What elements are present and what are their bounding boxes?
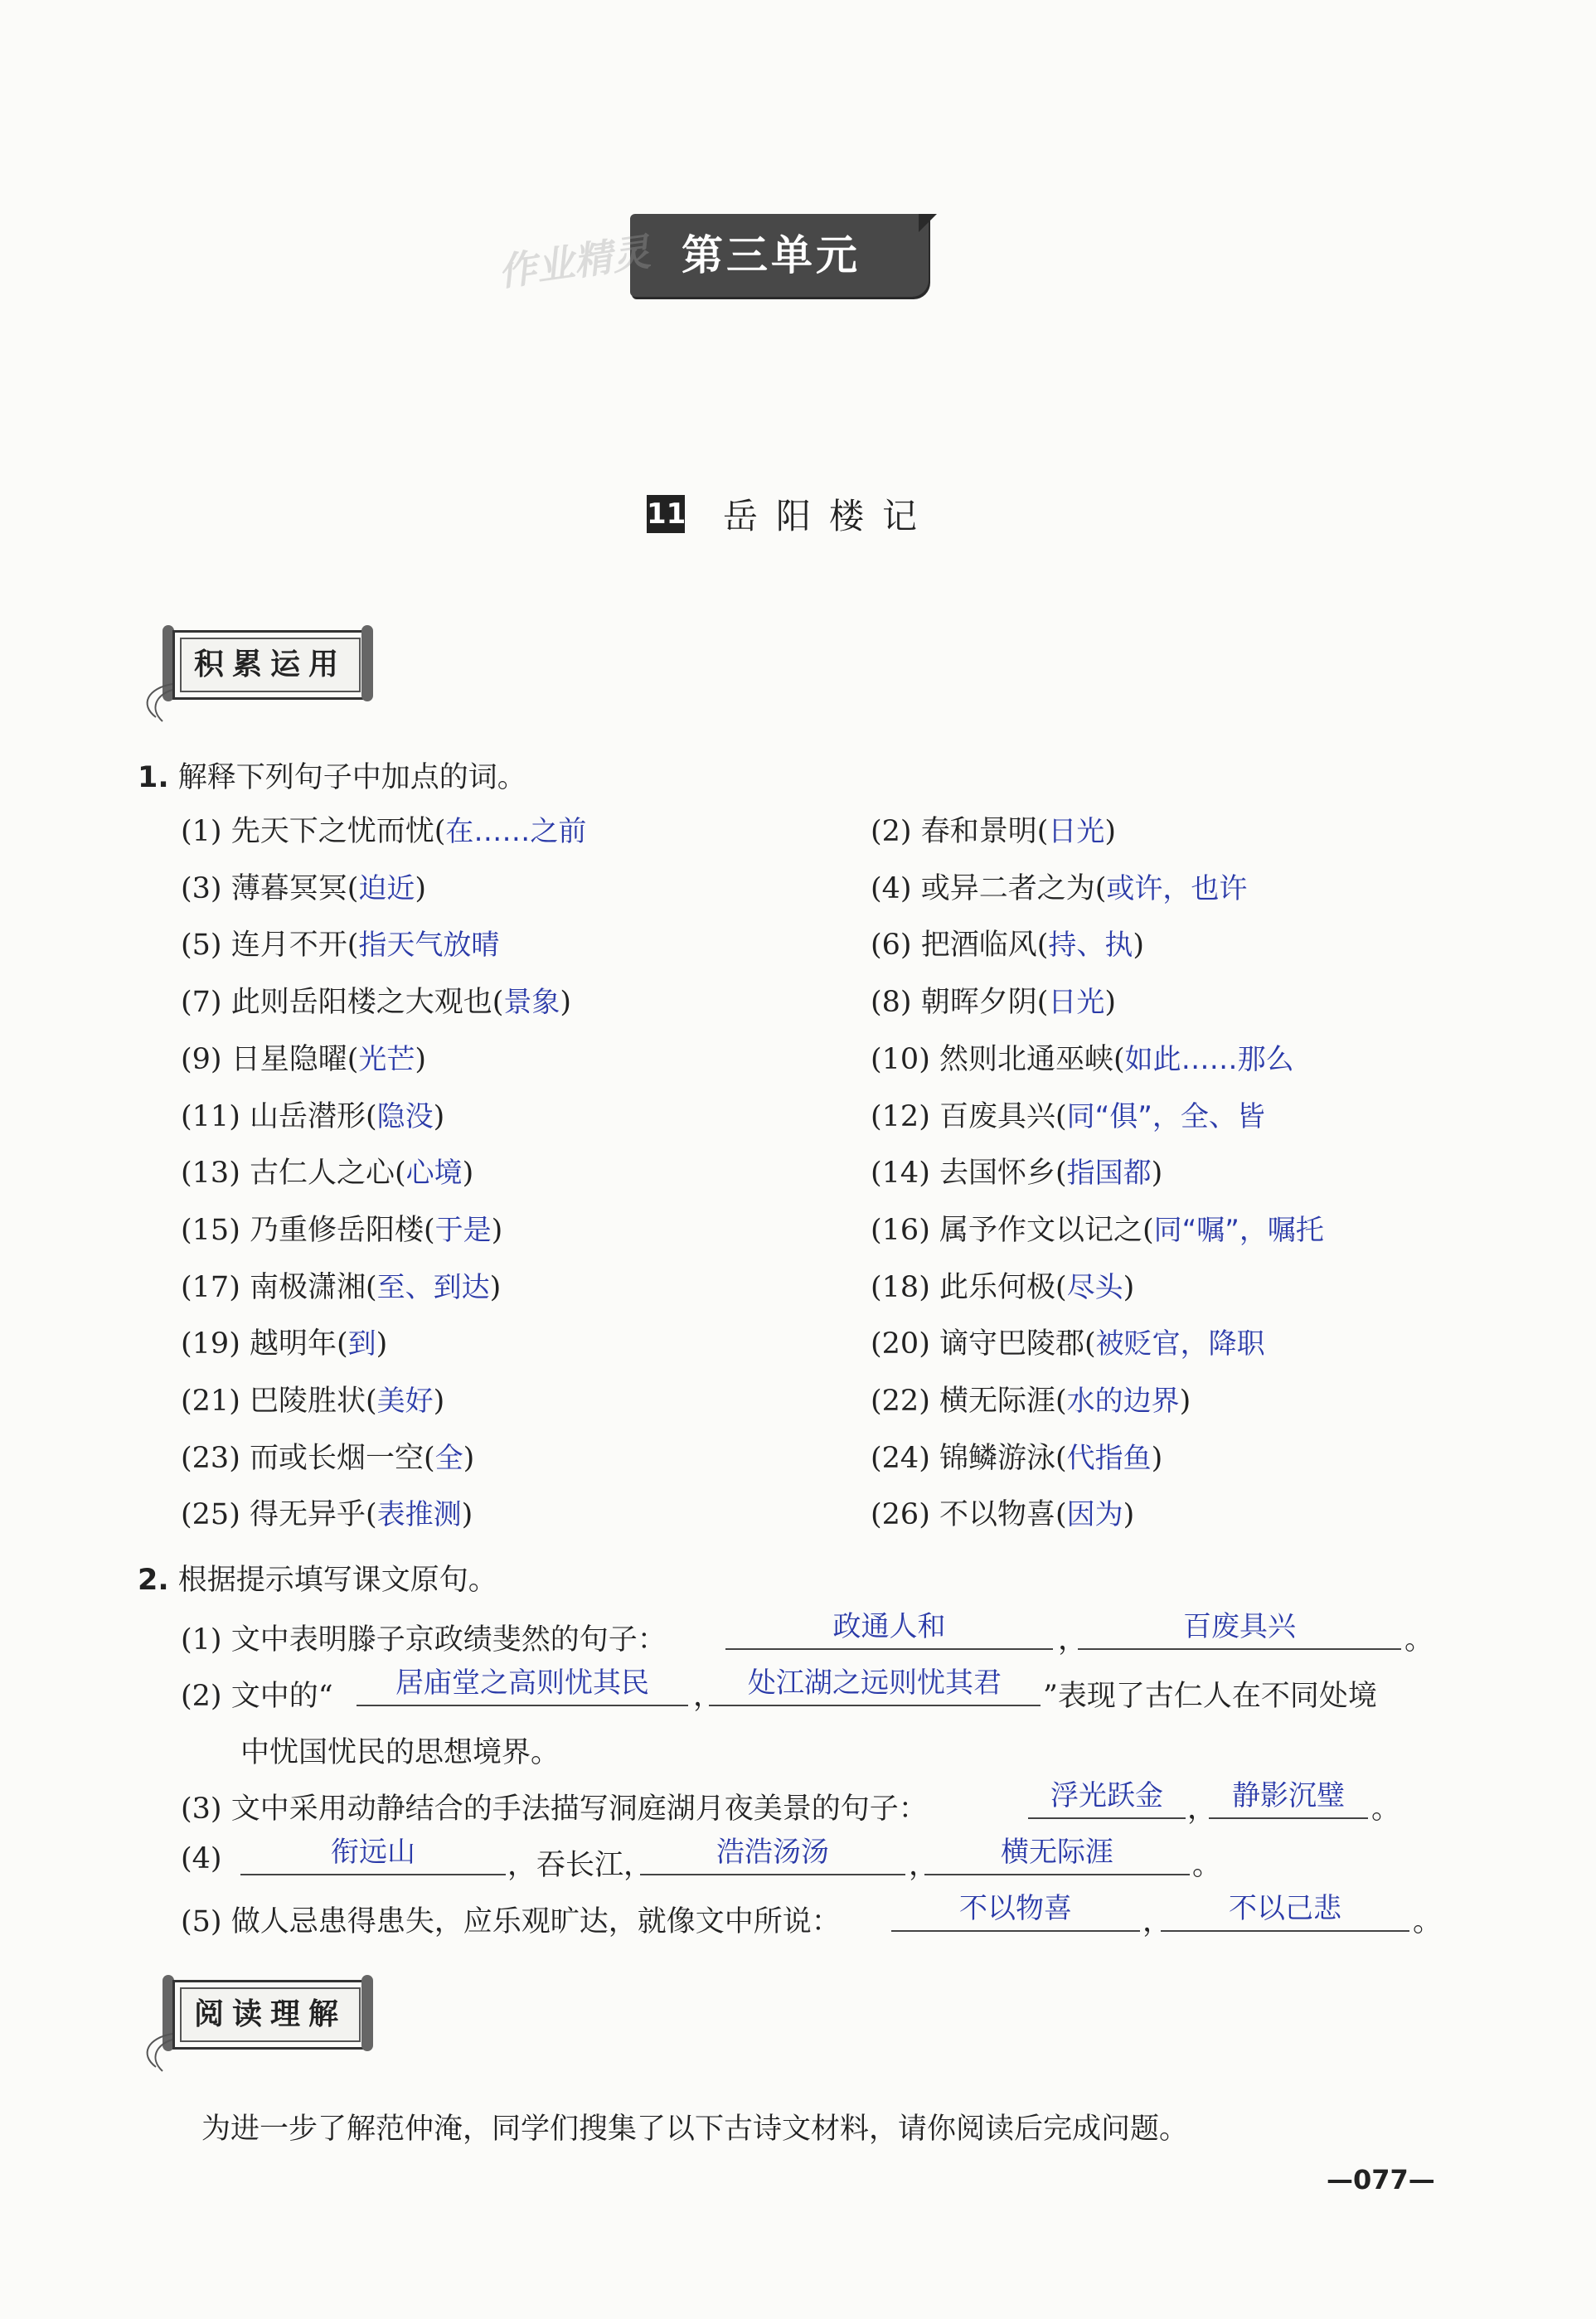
answer-blank[interactable]: 不以物喜 bbox=[891, 1892, 1140, 1932]
definition-item bbox=[871, 1267, 1134, 1308]
item-close: ) bbox=[491, 1213, 503, 1247]
item-close: ) bbox=[1133, 929, 1145, 963]
item-close: ) bbox=[1179, 1385, 1191, 1418]
item-sentence: 薄暮冥冥( bbox=[230, 871, 359, 905]
item-number: (16) bbox=[871, 1213, 930, 1247]
item-number: (13) bbox=[181, 1157, 240, 1191]
item-number: (4) bbox=[871, 871, 912, 905]
question-prompt: 根据提示填写课文原句。 bbox=[177, 1564, 497, 1597]
item-answer[interactable]: 因为 bbox=[1066, 1498, 1123, 1532]
unit-title: 第三单元 bbox=[682, 231, 861, 279]
reading-intro: 为进一步了解范仲淹，同学们搜集了以下古诗文材料，请你阅读后完成问题。 bbox=[201, 2113, 1189, 2146]
item-number: (10) bbox=[871, 1042, 930, 1076]
item-answer[interactable]: 到 bbox=[347, 1327, 376, 1361]
item-number: (2) bbox=[181, 1680, 222, 1713]
item-number: (23) bbox=[181, 1441, 240, 1475]
definition-item bbox=[181, 1267, 501, 1308]
item-number: (7) bbox=[181, 986, 222, 1020]
item-text: 中忧国忧民的思想境界。 bbox=[240, 1736, 560, 1769]
item-close: ) bbox=[1104, 986, 1117, 1020]
lesson-name: 岳阳楼记 bbox=[723, 496, 936, 536]
definition-item bbox=[181, 1494, 473, 1535]
item-number: (17) bbox=[181, 1270, 240, 1304]
question-2 bbox=[138, 1557, 497, 1599]
item-number: (2) bbox=[871, 815, 912, 848]
item-answer[interactable]: 心境 bbox=[405, 1157, 463, 1191]
item-number: (1) bbox=[181, 815, 222, 848]
item-sentence: 不以物喜( bbox=[939, 1498, 1067, 1532]
fill-item-4: (4) bbox=[181, 1842, 222, 1875]
item-number: (24) bbox=[871, 1441, 930, 1475]
punctuation: ， bbox=[693, 1680, 723, 1713]
item-sentence: 然则北通巫峡( bbox=[939, 1042, 1125, 1076]
answer-blank[interactable]: 衔远山 bbox=[240, 1836, 506, 1875]
definition-item bbox=[871, 1210, 1324, 1251]
item-sentence: 连月不开( bbox=[230, 929, 359, 963]
item-number: (12) bbox=[871, 1099, 930, 1133]
item-answer[interactable]: 表推测 bbox=[376, 1498, 462, 1532]
definition-item bbox=[181, 1380, 444, 1422]
item-answer[interactable]: 被贬官，降职 bbox=[1095, 1327, 1265, 1361]
definition-item bbox=[181, 1210, 502, 1251]
item-answer[interactable]: 同“俱”，全、皆 bbox=[1066, 1099, 1265, 1133]
item-close: ) bbox=[463, 1441, 475, 1475]
item-sentence: 古仁人之心( bbox=[250, 1157, 406, 1191]
answer-blank[interactable]: 浮光跃金 bbox=[1028, 1779, 1186, 1819]
definition-item bbox=[871, 868, 1247, 910]
definition-item bbox=[871, 811, 1116, 852]
definition-item bbox=[871, 1039, 1294, 1080]
item-sentence: 朝晖夕阴( bbox=[920, 986, 1049, 1020]
item-number: (5) bbox=[181, 929, 222, 963]
definition-item bbox=[871, 1096, 1265, 1138]
definition-item bbox=[871, 1152, 1162, 1194]
ribbon-icon bbox=[139, 680, 189, 730]
item-answer[interactable]: 美好 bbox=[376, 1385, 434, 1418]
answer-blank[interactable]: 百废具兴 bbox=[1078, 1610, 1401, 1650]
watermark: 作业精灵 bbox=[495, 229, 653, 295]
definition-item bbox=[871, 1323, 1265, 1365]
answer-blank[interactable]: 居庙堂之高则忧其民 bbox=[357, 1666, 688, 1706]
item-number: (25) bbox=[181, 1498, 240, 1532]
item-answer[interactable]: 指国都 bbox=[1066, 1157, 1152, 1191]
item-number: (8) bbox=[871, 986, 912, 1020]
fill-item-2 bbox=[181, 1673, 333, 1715]
item-text: 文中采用动静结合的手法描写洞庭湖月夜美景的句子： bbox=[230, 1793, 928, 1826]
item-sentence: 此乐何极( bbox=[939, 1270, 1067, 1304]
item-sentence: 把酒临风( bbox=[920, 929, 1049, 963]
fill-item-1 bbox=[181, 1617, 667, 1658]
item-number: (19) bbox=[181, 1327, 240, 1361]
definition-item bbox=[871, 1380, 1191, 1422]
item-answer[interactable]: 水的边界 bbox=[1066, 1385, 1180, 1418]
item-answer[interactable]: 迫近 bbox=[358, 871, 415, 905]
answer-blank[interactable]: 静影沉璧 bbox=[1209, 1779, 1368, 1819]
fill-item-3 bbox=[181, 1786, 928, 1827]
item-number: (5) bbox=[181, 1905, 222, 1938]
item-close: ) bbox=[489, 1270, 502, 1304]
answer-blank[interactable]: 浩浩汤汤 bbox=[640, 1836, 905, 1875]
item-close: ) bbox=[1151, 1441, 1163, 1475]
ribbon-icon bbox=[139, 2030, 189, 2079]
item-sentence: 乃重修岳阳楼( bbox=[250, 1213, 435, 1247]
item-number: (1) bbox=[181, 1623, 222, 1657]
definition-item bbox=[181, 924, 499, 966]
definition-item bbox=[871, 924, 1144, 966]
item-sentence: 越明年( bbox=[250, 1327, 348, 1361]
definition-item bbox=[871, 982, 1116, 1023]
item-sentence: 横无际涯( bbox=[939, 1385, 1067, 1418]
item-close: ) bbox=[1151, 1157, 1163, 1191]
item-number: (14) bbox=[871, 1157, 930, 1191]
item-answer[interactable]: 或许，也许 bbox=[1106, 871, 1248, 905]
item-sentence: 日星隐曜( bbox=[230, 1042, 359, 1076]
item-close: ) bbox=[461, 1498, 473, 1532]
item-sentence: 山岳潜形( bbox=[250, 1099, 377, 1133]
item-answer[interactable]: 隐没 bbox=[376, 1099, 434, 1133]
item-answer[interactable]: 至、到达 bbox=[376, 1270, 490, 1304]
item-answer[interactable]: 持、执 bbox=[1048, 929, 1133, 963]
punctuation: ， bbox=[1187, 1793, 1217, 1826]
item-number: (11) bbox=[181, 1099, 240, 1133]
item-number: (22) bbox=[871, 1385, 930, 1418]
section-header-reading bbox=[139, 1980, 380, 2071]
question-number: 1. bbox=[138, 761, 169, 794]
item-sentence: 去国怀乡( bbox=[939, 1157, 1067, 1191]
definition-item bbox=[181, 1323, 387, 1365]
definition-item bbox=[181, 1096, 444, 1138]
item-answer[interactable]: 尽头 bbox=[1066, 1270, 1123, 1304]
item-answer[interactable]: 同“嘱”，嘱托 bbox=[1153, 1213, 1324, 1247]
definition-item bbox=[181, 1152, 473, 1194]
item-close: ) bbox=[1123, 1498, 1135, 1532]
item-answer[interactable]: 全 bbox=[434, 1441, 463, 1475]
item-sentence: 春和景明( bbox=[920, 815, 1049, 848]
item-sentence: 先天下之忧而忧( bbox=[230, 815, 446, 848]
item-sentence: 南极潇湘( bbox=[250, 1270, 377, 1304]
fill-item-5 bbox=[181, 1899, 841, 1940]
question-1 bbox=[138, 754, 526, 796]
punctuation: 。 bbox=[1404, 1623, 1434, 1657]
item-answer[interactable]: 光芒 bbox=[358, 1042, 415, 1076]
item-close: ) bbox=[462, 1157, 474, 1191]
punctuation: ， bbox=[1142, 1905, 1172, 1938]
item-answer[interactable]: 指天气放晴 bbox=[358, 929, 500, 963]
item-close: ) bbox=[433, 1385, 445, 1418]
item-text: 做人忌患得患失，应乐观旷达，就像文中所说： bbox=[230, 1905, 841, 1938]
item-answer[interactable]: 代指鱼 bbox=[1066, 1441, 1152, 1475]
item-answer[interactable]: 景象 bbox=[503, 986, 560, 1020]
item-text: 文中表明滕子京政绩斐然的句子： bbox=[230, 1623, 667, 1657]
punctuation: ， bbox=[1058, 1623, 1088, 1657]
punctuation: 。 bbox=[1413, 1905, 1443, 1938]
definition-item bbox=[181, 811, 586, 852]
definition-item bbox=[181, 1039, 426, 1080]
section-header-accumulation bbox=[139, 630, 380, 721]
definition-item bbox=[871, 1494, 1134, 1535]
item-number: (3) bbox=[181, 871, 222, 905]
item-sentence: 谪守巴陵郡( bbox=[939, 1327, 1096, 1361]
answer-blank[interactable]: 政通人和 bbox=[725, 1610, 1053, 1650]
item-answer[interactable]: 如此……那么 bbox=[1124, 1042, 1294, 1076]
item-sentence: 锦鳞游泳( bbox=[939, 1441, 1067, 1475]
item-sentence: 属予作文以记之( bbox=[939, 1213, 1154, 1247]
item-sentence: 得无异乎( bbox=[250, 1498, 377, 1532]
question-number: 2. bbox=[138, 1564, 169, 1597]
item-close: ) bbox=[560, 986, 572, 1020]
punctuation: 。 bbox=[1192, 1849, 1222, 1882]
punctuation: 。 bbox=[1371, 1793, 1401, 1826]
item-sentence: 而或长烟一空( bbox=[250, 1441, 435, 1475]
item-number: (21) bbox=[181, 1385, 240, 1418]
definition-item bbox=[181, 868, 426, 910]
item-sentence: 或异二者之为( bbox=[920, 871, 1107, 905]
item-answer[interactable]: 日光 bbox=[1048, 986, 1105, 1020]
item-close: ) bbox=[415, 871, 427, 905]
item-close: ) bbox=[433, 1099, 445, 1133]
section-title: 积累运用 bbox=[193, 648, 347, 682]
definition-item bbox=[181, 982, 571, 1023]
item-text: ”表现了古仁人在不同处境 bbox=[1043, 1680, 1377, 1713]
answer-blank[interactable]: 不以己悲 bbox=[1161, 1892, 1409, 1932]
item-number: (26) bbox=[871, 1498, 930, 1532]
item-number: (15) bbox=[181, 1213, 240, 1247]
item-text: 文中的“ bbox=[230, 1680, 333, 1713]
punctuation: ， bbox=[909, 1849, 939, 1882]
item-answer[interactable]: 日光 bbox=[1048, 815, 1105, 848]
item-close: ) bbox=[1123, 1270, 1135, 1304]
item-close: ) bbox=[376, 1327, 388, 1361]
item-number: (9) bbox=[181, 1042, 222, 1076]
section-title: 阅读理解 bbox=[193, 1997, 347, 2031]
item-close: ) bbox=[415, 1042, 427, 1076]
item-sentence: 百废具兴( bbox=[939, 1099, 1067, 1133]
item-number: (6) bbox=[871, 929, 912, 963]
lesson-number: 11 bbox=[647, 495, 685, 533]
item-text: ，吞长江， bbox=[507, 1849, 653, 1882]
answer-blank[interactable]: 横无际涯 bbox=[924, 1836, 1190, 1875]
unit-banner bbox=[630, 214, 937, 297]
item-sentence: 巴陵胜状( bbox=[250, 1385, 377, 1418]
item-answer[interactable]: 于是 bbox=[434, 1213, 492, 1247]
lesson-title bbox=[647, 489, 935, 539]
answer-blank[interactable]: 处江湖之远则忧其君 bbox=[709, 1666, 1041, 1706]
item-close: ) bbox=[1104, 815, 1117, 848]
item-answer[interactable]: 在……之前 bbox=[445, 815, 587, 848]
item-number: (20) bbox=[871, 1327, 930, 1361]
page-number: —077— bbox=[1327, 2164, 1435, 2195]
question-prompt: 解释下列句子中加点的词。 bbox=[177, 761, 526, 794]
definition-item bbox=[871, 1438, 1162, 1479]
item-number: (3) bbox=[181, 1793, 222, 1826]
item-number: (18) bbox=[871, 1270, 930, 1304]
definition-item bbox=[181, 1438, 474, 1479]
item-sentence: 此则岳阳楼之大观也( bbox=[230, 986, 504, 1020]
